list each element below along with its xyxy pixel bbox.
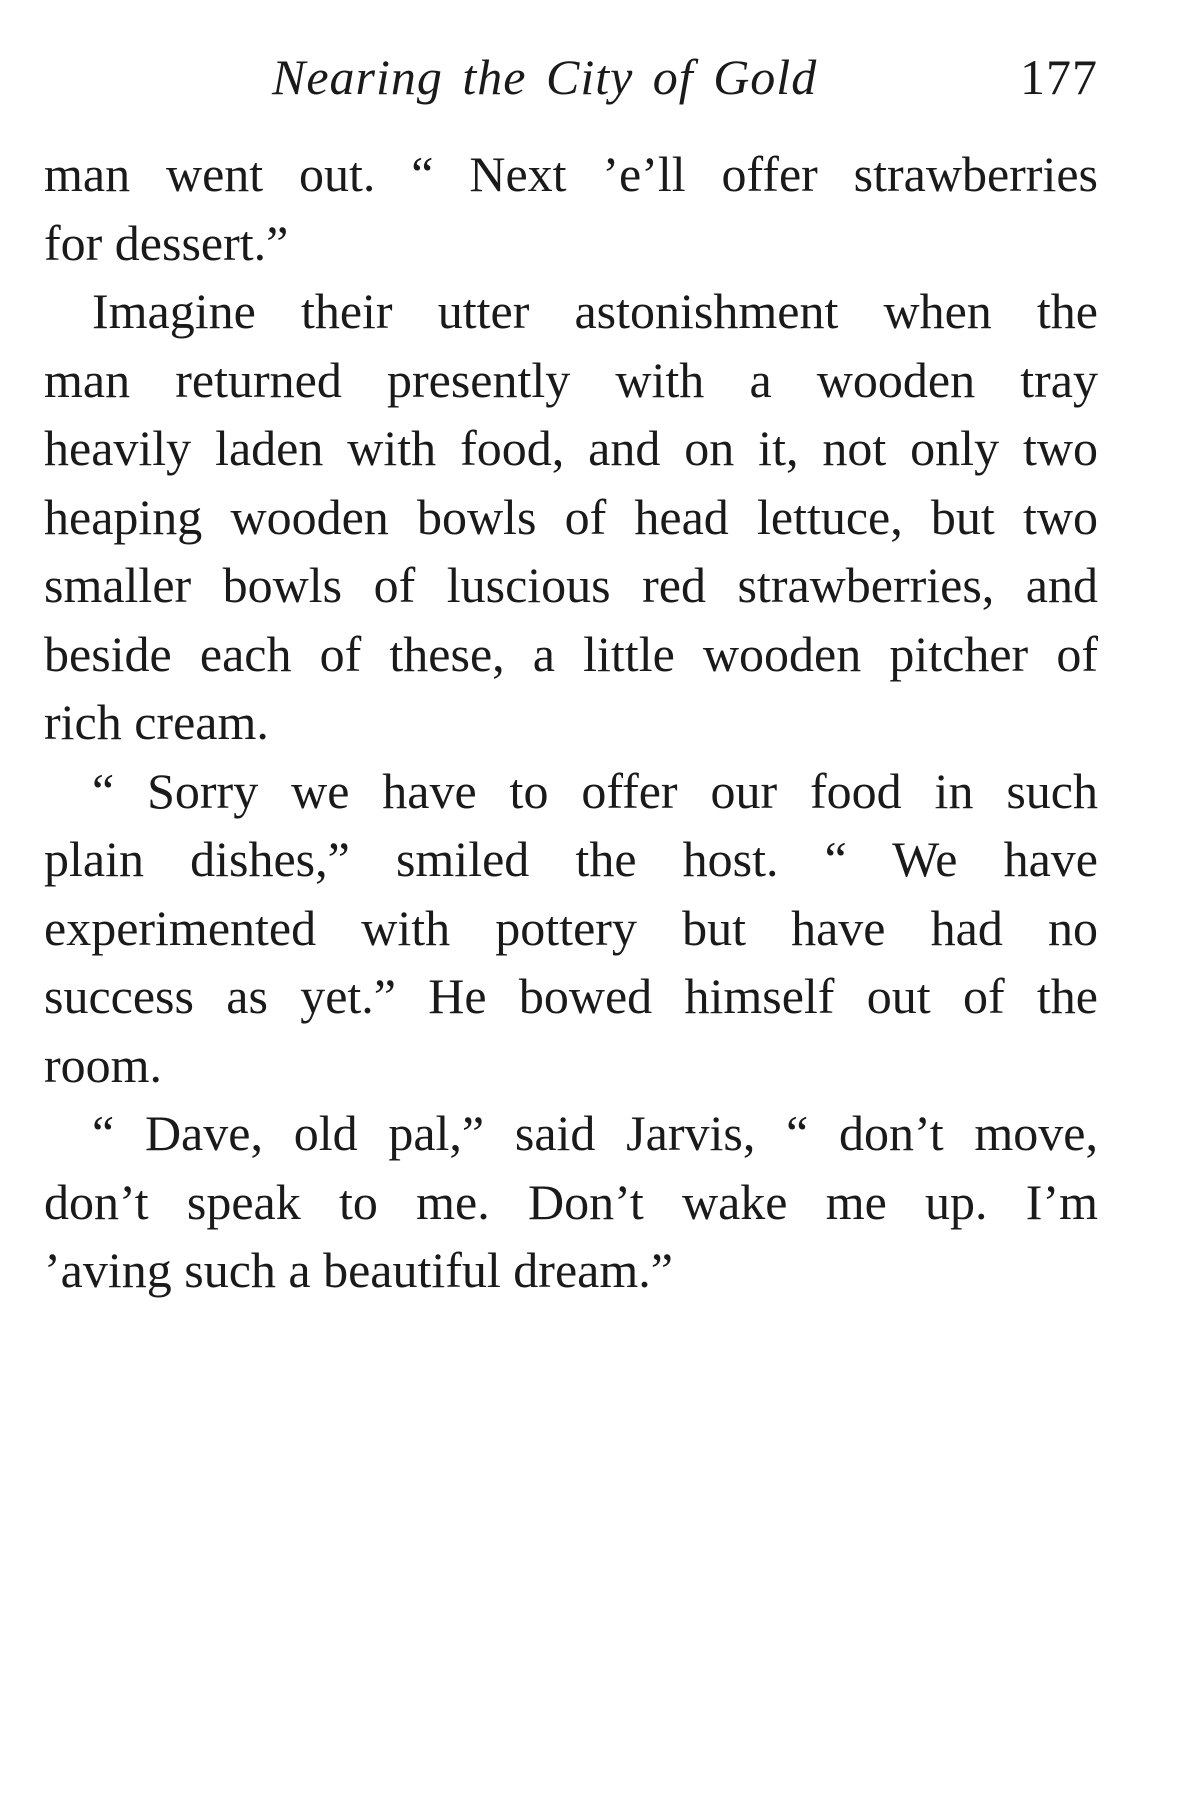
text-line: heaping wooden bowls of head lettuce, but two xyxy=(44,488,1098,545)
text-line: ’aving such a beautiful dream.” xyxy=(44,1242,673,1298)
text-line: man returned presently with a wooden tray xyxy=(44,351,1098,408)
text-line: don’t speak to me. Don’t wake me up. I’m xyxy=(44,1173,1098,1230)
text-line: rich cream. xyxy=(44,694,269,750)
text-line: man went out. “ Next ’e’ll offer strawberries xyxy=(44,146,1098,202)
text-line: plain dishes,” smiled the host. “ We have xyxy=(44,831,1098,887)
text-line: success as yet.” He bowed himself out of the xyxy=(44,968,1098,1024)
running-title: Nearing the City of Gold xyxy=(272,49,818,105)
text-line: room. xyxy=(44,1036,163,1093)
body-text xyxy=(44,140,1098,1305)
text-line: beside each of these, a little wooden pitcher of xyxy=(44,625,1098,682)
text-line: experimented with pottery but have had no xyxy=(44,899,1098,956)
text-line: heavily laden with food, and on it, not only two xyxy=(44,420,1098,476)
page-number: 177 xyxy=(1020,49,1098,105)
running-head xyxy=(44,48,1098,108)
text-line: for dessert.” xyxy=(44,214,289,271)
text-line: “ Dave, old pal,” said Jarvis, “ don’t move, xyxy=(92,1105,1098,1161)
text-line: Imagine their utter astonishment when the xyxy=(92,283,1098,339)
text-line: smaller bowls of luscious red strawberries, and xyxy=(44,557,1098,613)
text-line: “ Sorry we have to offer our food in such xyxy=(92,762,1098,819)
